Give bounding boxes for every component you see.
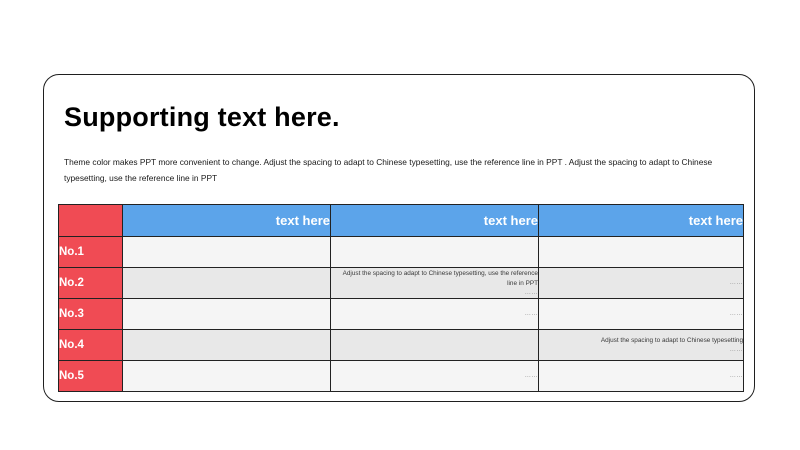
row-label: No.3 [59, 299, 123, 330]
row-label: No.1 [59, 237, 123, 268]
table-cell [539, 268, 744, 299]
cell-dots: …… [729, 372, 743, 379]
cell-dots: …… [729, 346, 743, 353]
table-row [59, 268, 744, 299]
data-table [58, 204, 744, 392]
table-row [59, 361, 744, 392]
cell-dots: …… [524, 310, 538, 317]
row-label: No.2 [59, 268, 123, 299]
table-row [59, 330, 744, 361]
slide-title: Supporting text here. [64, 102, 340, 132]
table-cell [331, 268, 539, 299]
cell-dots: …… [729, 279, 743, 286]
table-cell [331, 299, 539, 330]
table-cell [123, 361, 331, 392]
table-corner-cell [59, 205, 123, 237]
column-header: text here [123, 205, 331, 237]
table-cell [539, 330, 744, 361]
table-cell [123, 268, 331, 299]
table-row [59, 299, 744, 330]
cell-dots: …… [524, 372, 538, 379]
table-cell [123, 299, 331, 330]
table-cell [123, 237, 331, 268]
table-cell [331, 330, 539, 361]
row-label: No.4 [59, 330, 123, 361]
table-cell [123, 330, 331, 361]
cell-text: Adjust the spacing to adapt to Chinese typesetting [600, 337, 743, 344]
slide-description: Theme color makes PPT more convenient to change. Adjust the spacing to adapt to Chinese typesetting, use the reference line in PPT . Adjust the spacing to adapt to Chinese typesetting, use the reference line in PPT [64, 157, 713, 183]
row-label: No.5 [59, 361, 123, 392]
table-cell [539, 299, 744, 330]
table-cell [331, 361, 539, 392]
cell-text: Adjust the spacing to adapt to Chinese typesetting, use the reference line in PPT [342, 270, 538, 287]
table-row [59, 237, 744, 268]
table-cell [539, 237, 744, 268]
cell-dots: …… [524, 289, 538, 296]
column-header: text here [539, 205, 744, 237]
cell-dots: …… [729, 310, 743, 317]
table-cell [539, 361, 744, 392]
table-cell [331, 237, 539, 268]
table-header-row [59, 205, 744, 237]
column-header: text here [331, 205, 539, 237]
